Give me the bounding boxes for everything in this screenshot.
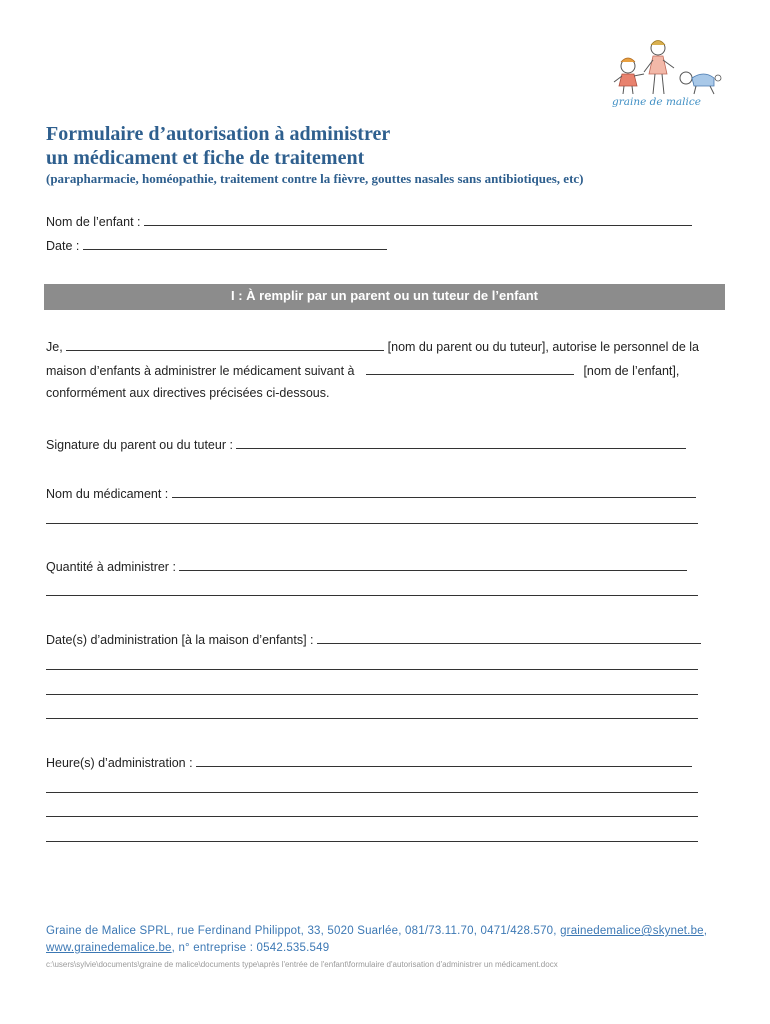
dates-extra-line-3[interactable] (46, 718, 698, 719)
child-name-row (46, 213, 692, 229)
title-line-1: Formulaire d’autorisation à administrer (46, 123, 391, 145)
logo-text: graine de malice (612, 96, 701, 108)
hours-row (46, 754, 692, 770)
child-name-inline-field[interactable] (366, 362, 574, 375)
date-row (46, 237, 387, 253)
hours-extra-line-1[interactable] (46, 792, 698, 793)
dates-extra-line-2[interactable] (46, 694, 698, 695)
footer-enterprise: , n° entreprise : 0542.535.549 (171, 942, 330, 954)
signature-row (46, 436, 686, 452)
date-field[interactable] (83, 237, 387, 250)
authorization-line-2 (46, 362, 726, 378)
page-subtitle: (parapharmacie, homéopathie, traitement contre la fièvre, gouttes nasales sans antibiotiques, etc) (46, 171, 584, 186)
footer-file-path: c:\users\sylvie\documents\graine de malice\documents type\après l'entrée de l'enfant\formulaire d'autorisation d'administrer un médicament.docx (46, 960, 558, 969)
footer-comma: , (703, 925, 708, 937)
dates-extra-line-1[interactable] (46, 669, 698, 670)
hours-extra-line-3[interactable] (46, 841, 698, 842)
authorization-text-2: maison d’enfants à administrer le médicament suivant à (46, 364, 355, 378)
authorization-line-1 (46, 338, 726, 354)
graine-de-malice-logo (608, 38, 728, 118)
medication-field[interactable] (172, 485, 696, 498)
footer-website-link[interactable]: www.grainedemalice.be (46, 942, 172, 954)
signature-label: Signature du parent ou du tuteur : (46, 438, 233, 452)
children-drawing-icon (608, 38, 728, 98)
section-header: I : À remplir par un parent ou un tuteur de l’enfant (44, 284, 725, 310)
footer-contact (46, 923, 726, 957)
quantity-extra-line[interactable] (46, 595, 698, 596)
quantity-row (46, 558, 687, 574)
quantity-label: Quantité à administrer : (46, 560, 176, 574)
medication-label: Nom du médicament : (46, 487, 169, 501)
hours-extra-line-2[interactable] (46, 816, 698, 817)
child-hint: [nom de l’enfant], (583, 364, 680, 378)
date-label: Date : (46, 239, 80, 253)
quantity-field[interactable] (179, 558, 687, 571)
dates-field[interactable] (317, 631, 701, 644)
medication-extra-line[interactable] (46, 523, 698, 524)
signature-field[interactable] (236, 436, 686, 449)
medication-row (46, 485, 696, 501)
authorization-line-3: conformément aux directives précisées ci-dessous. (46, 386, 330, 400)
dates-label: Date(s) d’administration [à la maison d’enfants] : (46, 633, 314, 647)
dates-row (46, 631, 701, 647)
child-name-field[interactable] (144, 213, 692, 226)
parent-name-field[interactable] (66, 338, 384, 351)
parent-hint: [nom du parent ou du tuteur], autorise le personnel de la (387, 340, 699, 354)
footer-address: Graine de Malice SPRL, rue Ferdinand Philippot, 33, 5020 Suarlée, 081/73.11.70, 0471/428.570, (46, 925, 557, 937)
hours-field[interactable] (196, 754, 692, 767)
footer-email-link[interactable]: grainedemalice@skynet.be (560, 925, 704, 937)
page-title (46, 122, 686, 170)
hours-label: Heure(s) d’administration : (46, 756, 193, 770)
child-name-label: Nom de l’enfant : (46, 215, 141, 229)
je-label: Je, (46, 340, 63, 354)
title-line-2: un médicament et fiche de traitement (46, 147, 365, 169)
